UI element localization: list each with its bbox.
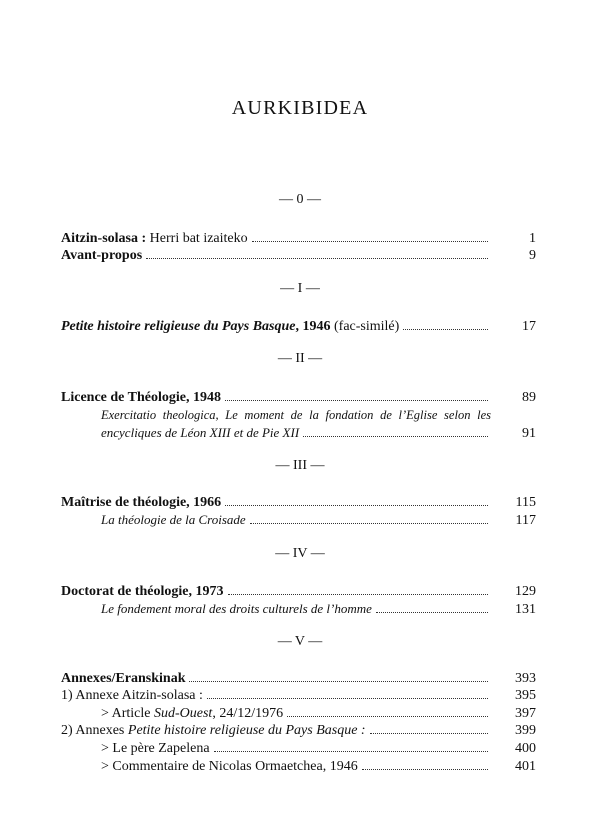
dot-leader <box>250 522 488 524</box>
toc-entry-aitzin-solasa[interactable] <box>61 230 536 248</box>
toc-subentry-article-sud-ouest[interactable] <box>101 705 536 723</box>
page-number: 131 <box>515 602 536 617</box>
toc-subentry-zapelena[interactable] <box>101 740 536 758</box>
dot-leader <box>287 715 488 717</box>
page-number: 115 <box>515 495 536 510</box>
toc-entry-annexe-aitzin-solasa[interactable] <box>61 687 536 705</box>
toc-subentry-commentaire-ormaetchea[interactable] <box>101 758 536 776</box>
page-number: 89 <box>522 390 536 405</box>
entry-title-bold: Aitzin-solasa : <box>61 231 147 246</box>
entry-title: 1) Annexe Aitzin-solasa : <box>61 688 203 703</box>
section-marker-0: — 0 — <box>279 192 321 207</box>
dot-leader <box>225 504 488 506</box>
toc-entry-petite-histoire[interactable] <box>61 318 536 336</box>
section-marker-2: — II — <box>277 351 323 366</box>
entry-title: La théologie de la Croisade <box>101 512 246 527</box>
dot-leader <box>403 328 488 330</box>
entry-title-rest: , 24/12/1976 <box>212 706 284 721</box>
entry-title: encycliques de Léon XIII et de Pie XII <box>101 425 300 440</box>
dot-leader <box>189 680 488 682</box>
dot-leader <box>376 611 488 613</box>
entry-title: > Commentaire de Nicolas Ormaetchea, 1946 <box>101 759 358 774</box>
dot-leader <box>370 732 488 734</box>
toc-entry-doctorat[interactable] <box>61 583 536 601</box>
dot-leader <box>225 399 488 401</box>
dot-leader <box>214 750 488 752</box>
toc-entry-avant-propos[interactable] <box>61 247 536 265</box>
page-number: 393 <box>515 671 536 686</box>
page-number: 129 <box>515 584 536 599</box>
entry-title-italic: Sud-Ouest <box>154 706 213 721</box>
toc-subentry-exercitatio-line1[interactable]: Exercitatio theologica, Le moment de la fondation de l’Eglise selon les <box>101 408 491 422</box>
page-number: 117 <box>515 513 536 528</box>
page-number: 17 <box>522 319 536 334</box>
section-marker-5: — V — <box>277 634 323 649</box>
toc-subentry-fondement[interactable] <box>101 600 536 618</box>
page-number: 91 <box>522 426 536 441</box>
page-number: 399 <box>515 723 536 738</box>
entry-title-italic: Petite histoire religieuse du Pays Basque : <box>127 723 366 738</box>
entry-title: Licence de Théologie, 1948 <box>61 390 221 405</box>
entry-title: Avant-propos <box>61 248 143 263</box>
section-marker-3: — III — <box>275 458 325 473</box>
dot-leader <box>207 697 488 699</box>
dot-leader <box>228 593 488 595</box>
entry-title: Le fondement moral des droits culturels de l’homme <box>101 601 372 616</box>
entry-title-rest: Herri bat izaiteko <box>146 231 248 246</box>
toc-entry-maitrise[interactable] <box>61 494 536 512</box>
page-number: 400 <box>515 741 536 756</box>
toc-subentry-exercitatio[interactable] <box>101 424 536 442</box>
entry-title: Maîtrise de théologie, 1966 <box>61 495 222 510</box>
dot-leader <box>252 240 488 242</box>
entry-prefix: 2) Annexes <box>61 723 128 738</box>
entry-title: Annexes/Eranskinak <box>61 671 186 686</box>
page-number: 1 <box>529 231 536 246</box>
entry-title: Doctorat de théologie, 1973 <box>61 584 224 599</box>
page-number: 401 <box>515 759 536 774</box>
entry-prefix: > Article <box>101 706 154 721</box>
section-marker-1: — I — <box>280 281 320 296</box>
dot-leader <box>303 435 488 437</box>
toc-entry-annexes-petite-histoire[interactable] <box>61 722 536 740</box>
page-number: 397 <box>515 706 536 721</box>
entry-title-italic: Petite histoire religieuse du Pays Basque <box>61 319 296 334</box>
entry-title-year: , 1946 <box>295 319 331 334</box>
toc-entry-annexes[interactable] <box>61 670 536 688</box>
page-title: AURKIBIDEA <box>231 97 369 119</box>
dot-leader <box>362 768 488 770</box>
dot-leader <box>146 257 488 259</box>
page-number: 395 <box>515 688 536 703</box>
section-marker-4: — IV — <box>275 546 325 561</box>
entry-title: > Le père Zapelena <box>101 741 210 756</box>
toc-entry-licence[interactable] <box>61 389 536 407</box>
page-number: 9 <box>529 248 536 263</box>
toc-subentry-croisade[interactable] <box>101 511 536 529</box>
entry-title-rest: (fac-similé) <box>330 319 400 334</box>
